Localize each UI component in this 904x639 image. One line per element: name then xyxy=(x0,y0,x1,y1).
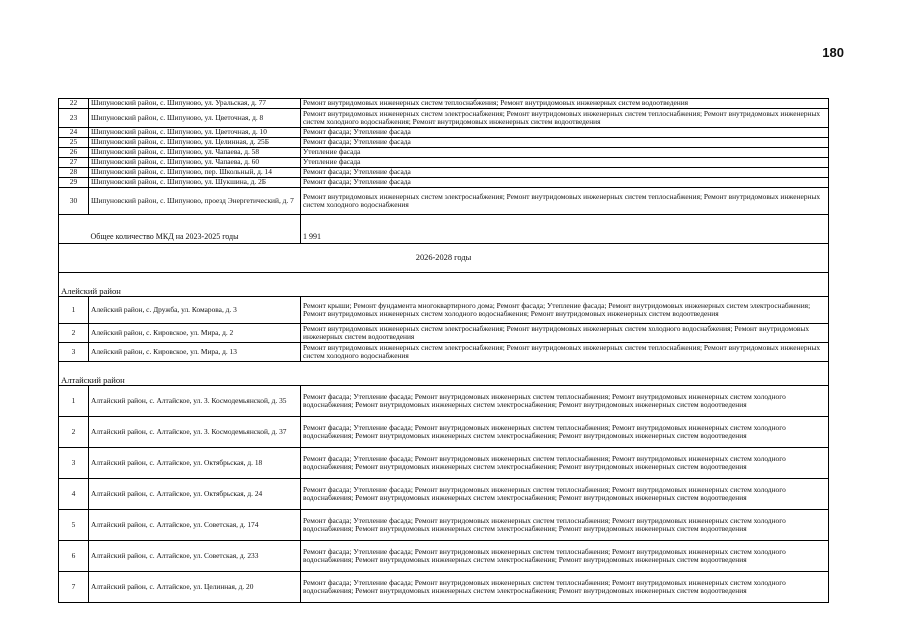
repair-works: Утепление фасада xyxy=(301,158,829,168)
table-row xyxy=(59,343,829,362)
period-title: 2026-2028 годы xyxy=(59,244,829,273)
house-address: Алейский район, с. Кировское, ул. Мира, д. 2 xyxy=(89,324,301,343)
row-number: 2 xyxy=(59,417,89,448)
table-row xyxy=(59,99,829,109)
table-row xyxy=(59,386,829,417)
table-row xyxy=(59,178,829,188)
table-row xyxy=(59,417,829,448)
house-address: Шипуновский район, с. Шипуново, ул. Шукшина, д. 2Б xyxy=(89,178,301,188)
table-row xyxy=(59,168,829,178)
house-address: Алтайский район, с. Алтайское, ул. Октябрьская, д. 24 xyxy=(89,479,301,510)
house-address: Шипуновский район, с. Шипуново, проезд Энергетический, д. 7 xyxy=(89,188,301,215)
row-number: 22 xyxy=(59,99,89,109)
table-row xyxy=(59,324,829,343)
row-number: 29 xyxy=(59,178,89,188)
row-number: 3 xyxy=(59,343,89,362)
repair-works: Ремонт крыши; Ремонт фундамента многоквартирного дома; Ремонт фасада; Утепление фасада; Ремонт внутридомовых инженерных систем электроснабжения; Ремонт внутридомовых инженерных систем холодного водоснабжения; Ремонт внутридомовых инженерных систем водоотведения xyxy=(301,297,829,324)
house-address: Алтайский район, с. Алтайское, ул. З. Космодемьянской, д. 35 xyxy=(89,386,301,417)
table-row xyxy=(59,541,829,572)
total-spacer xyxy=(59,215,89,244)
row-number: 7 xyxy=(59,572,89,603)
house-address: Шипуновский район, с. Шипуново, ул. Чапаева, д. 60 xyxy=(89,158,301,168)
repair-works: Ремонт фасада; Утепление фасада; Ремонт внутридомовых инженерных систем теплоснабжения; Ремонт внутридомовых инженерных систем холодного водоснабжения; Ремонт внутридомовых инженерных систем электроснабжения; Ремонт внутридомовых инженерных систем водоотведения xyxy=(301,479,829,510)
house-address: Шипуновский район, с. Шипуново, ул. Цветочная, д. 10 xyxy=(89,128,301,138)
table-row xyxy=(59,128,829,138)
table-row xyxy=(59,448,829,479)
table-row xyxy=(59,138,829,148)
row-number: 25 xyxy=(59,138,89,148)
period-row xyxy=(59,244,829,273)
row-number: 27 xyxy=(59,158,89,168)
house-address: Алтайский район, с. Алтайское, ул. Советская, д. 233 xyxy=(89,541,301,572)
housing-register-table xyxy=(58,98,829,603)
house-address: Алтайский район, с. Алтайское, ул. Советская, д. 174 xyxy=(89,510,301,541)
house-address: Алтайский район, с. Алтайское, ул. Октябрьская, д. 18 xyxy=(89,448,301,479)
repair-works: Утепление фасада xyxy=(301,148,829,158)
table-row xyxy=(59,188,829,215)
house-address: Алейский район, с. Дружба, ул. Комарова, д. 3 xyxy=(89,297,301,324)
row-number: 5 xyxy=(59,510,89,541)
total-row xyxy=(59,215,829,244)
table-row xyxy=(59,479,829,510)
total-label: Общее количество МКД на 2023-2025 годы xyxy=(89,215,301,244)
row-number: 6 xyxy=(59,541,89,572)
repair-works: Ремонт фасада; Утепление фасада; Ремонт внутридомовых инженерных систем теплоснабжения; Ремонт внутридомовых инженерных систем холодного водоснабжения; Ремонт внутридомовых инженерных систем электроснабжения; Ремонт внутридомовых инженерных систем водоотведения xyxy=(301,541,829,572)
repair-works: Ремонт фасада; Утепление фасада; Ремонт внутридомовых инженерных систем теплоснабжения; Ремонт внутридомовых инженерных систем холодного водоснабжения; Ремонт внутридомовых инженерных систем электроснабжения; Ремонт внутридомовых инженерных систем водоотведения xyxy=(301,510,829,541)
row-number: 26 xyxy=(59,148,89,158)
document-body xyxy=(58,98,828,603)
row-number: 30 xyxy=(59,188,89,215)
repair-works: Ремонт внутридомовых инженерных систем электроснабжения; Ремонт внутридомовых инженерных систем теплоснабжения; Ремонт внутридомовых инженерных систем холодного водоснабжения; Ремонт внутридомовых инженерных систем водоотведения xyxy=(301,109,829,128)
house-address: Шипуновский район, с. Шипуново, пер. Школьный, д. 14 xyxy=(89,168,301,178)
table-row xyxy=(59,510,829,541)
repair-works: Ремонт фасада; Утепление фасада xyxy=(301,138,829,148)
row-number: 1 xyxy=(59,297,89,324)
repair-works: Ремонт фасада; Утепление фасада; Ремонт внутридомовых инженерных систем теплоснабжения; Ремонт внутридомовых инженерных систем холодного водоснабжения; Ремонт внутридомовых инженерных систем электроснабжения; Ремонт внутридомовых инженерных систем водоотведения xyxy=(301,417,829,448)
row-number: 4 xyxy=(59,479,89,510)
table-row xyxy=(59,158,829,168)
repair-works: Ремонт внутридомовых инженерных систем электроснабжения; Ремонт внутридомовых инженерных систем теплоснабжения; Ремонт внутридомовых инженерных систем холодного водоснабжения xyxy=(301,343,829,362)
repair-works: Ремонт фасада; Утепление фасада; Ремонт внутридомовых инженерных систем теплоснабжения; Ремонт внутридомовых инженерных систем холодного водоснабжения; Ремонт внутридомовых инженерных систем электроснабжения; Ремонт внутридомовых инженерных систем водоотведения xyxy=(301,448,829,479)
row-number: 1 xyxy=(59,386,89,417)
district-row xyxy=(59,273,829,297)
repair-works: Ремонт внутридомовых инженерных систем теплоснабжения; Ремонт внутридомовых инженерных систем водоотведения xyxy=(301,99,829,109)
house-address: Шипуновский район, с. Шипуново, ул. Уральская, д. 77 xyxy=(89,99,301,109)
table-row xyxy=(59,148,829,158)
total-value: 1 991 xyxy=(301,215,829,244)
repair-works: Ремонт фасада; Утепление фасада xyxy=(301,178,829,188)
district-row xyxy=(59,362,829,386)
repair-works: Ремонт фасада; Утепление фасада xyxy=(301,128,829,138)
row-number: 2 xyxy=(59,324,89,343)
row-number: 3 xyxy=(59,448,89,479)
repair-works: Ремонт фасада; Утепление фасада; Ремонт внутридомовых инженерных систем теплоснабжения; Ремонт внутридомовых инженерных систем холодного водоснабжения; Ремонт внутридомовых инженерных систем электроснабжения; Ремонт внутридомовых инженерных систем водоотведения xyxy=(301,572,829,603)
row-number: 23 xyxy=(59,109,89,128)
house-address: Алейский район, с. Кировское, ул. Мира, д. 13 xyxy=(89,343,301,362)
repair-works: Ремонт внутридомовых инженерных систем электроснабжения; Ремонт внутридомовых инженерных систем теплоснабжения; Ремонт внутридомовых инженерных систем холодного водоснабжения xyxy=(301,188,829,215)
repair-works: Ремонт внутридомовых инженерных систем электроснабжения; Ремонт внутридомовых инженерных систем холодного водоснабжения; Ремонт внутридомовых инженерных систем водоотведения xyxy=(301,324,829,343)
repair-works: Ремонт фасада; Утепление фасада; Ремонт внутридомовых инженерных систем теплоснабжения; Ремонт внутридомовых инженерных систем холодного водоснабжения; Ремонт внутридомовых инженерных систем электроснабжения; Ремонт внутридомовых инженерных систем водоотведения xyxy=(301,386,829,417)
house-address: Шипуновский район, с. Шипуново, ул. Чапаева, д. 58 xyxy=(89,148,301,158)
table-row xyxy=(59,572,829,603)
house-address: Алтайский район, с. Алтайское, ул. З. Космодемьянской, д. 37 xyxy=(89,417,301,448)
repair-works: Ремонт фасада; Утепление фасада xyxy=(301,168,829,178)
table-row xyxy=(59,109,829,128)
house-address: Шипуновский район, с. Шипуново, ул. Целинная, д. 25Б xyxy=(89,138,301,148)
row-number: 28 xyxy=(59,168,89,178)
page-number: 180 xyxy=(822,45,844,60)
row-number: 24 xyxy=(59,128,89,138)
house-address: Шипуновский район, с. Шипуново, ул. Цветочная, д. 8 xyxy=(89,109,301,128)
district-title: Алтайский район xyxy=(59,362,829,386)
house-address: Алтайский район, с. Алтайское, ул. Целинная, д. 20 xyxy=(89,572,301,603)
district-title: Алейский район xyxy=(59,273,829,297)
table-row xyxy=(59,297,829,324)
